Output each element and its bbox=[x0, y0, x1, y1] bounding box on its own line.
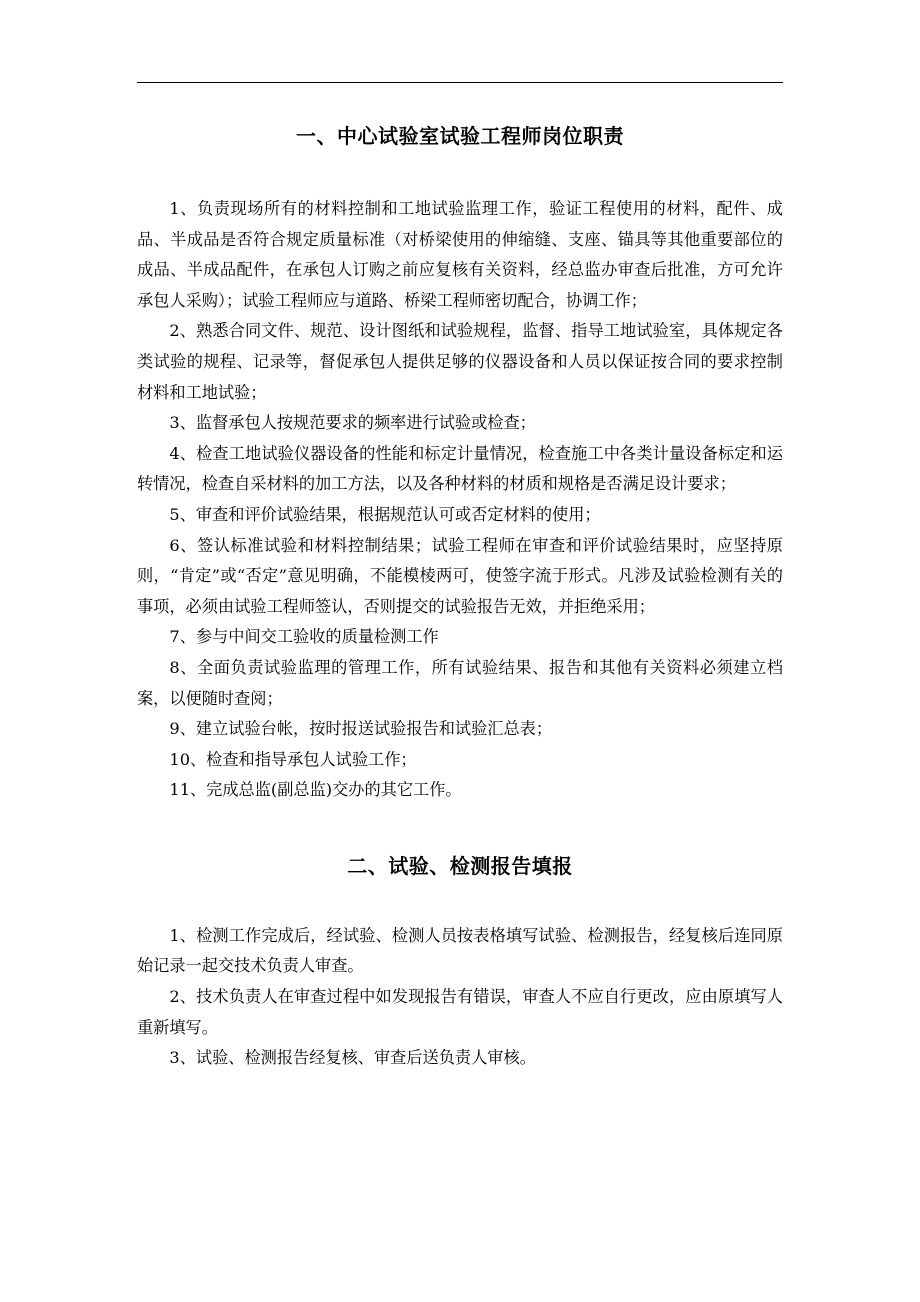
paragraph: 7、参与中间交工验收的质量检测工作 bbox=[169, 627, 439, 647]
paragraph: 11、完成总监(副总监)交办的其它工作。 bbox=[169, 780, 462, 800]
paragraph: 6、签认标准试验和材料控制结果；试验工程师在审查和评价试验结果时，应坚持原则，“肯定”或“否定”意见明确，不能模棱两可，使签字流于形式。凡涉及试验检测有关的事项，必须由试验工程师签认，否则提交的试验报告无效，并拒绝采用； bbox=[137, 535, 783, 616]
paragraph: 3、试验、检测报告经复核、审查后送负责人审核。 bbox=[169, 1048, 536, 1068]
section-2-title: 二、试验、检测报告填报 bbox=[347, 853, 573, 878]
paragraph: 1、负责现场所有的材料控制和工地试验监理工作，验证工程使用的材料，配件、成品、半成品是否符合规定质量标准（对桥梁使用的伸缩缝、支座、锚具等其他重要部位的成品、半成品配件，在承包人订购之前应复核有关资料，经总监办审查后批准，方可允许承包人采购）；试验工程师应与道路、桥梁工程师密切配合，协调工作； bbox=[137, 199, 783, 310]
paragraph: 2、技术负责人在审查过程中如发现报告有错误，审查人不应自行更改，应由原填写人重新填写。 bbox=[137, 987, 783, 1037]
paragraph: 2、熟悉合同文件、规范、设计图纸和试验规程，监督、指导工地试验室，具体规定各类试验的规程、记录等，督促承包人提供足够的仪器设备和人员以保证按合同的要求控制材料和工地试验； bbox=[137, 321, 783, 402]
paragraph: 5、审查和评价试验结果，根据规范认可或否定材料的使用； bbox=[169, 504, 601, 524]
section-2-body bbox=[137, 921, 783, 1074]
paragraph: 9、建立试验台帐，按时报送试验报告和试验汇总表； bbox=[169, 719, 553, 739]
paragraph: 4、检查工地试验仪器设备的性能和标定计量情况，检查施工中各类计量设备标定和运转情况，检查自采材料的加工方法，以及各种材料的材质和规格是否满足设计要求； bbox=[137, 443, 783, 494]
paragraph: 10、检查和指导承包人试验工作； bbox=[169, 749, 417, 769]
section-1-title: 一、中心试验室试验工程师岗位职责 bbox=[296, 124, 624, 148]
section-1-body bbox=[137, 194, 783, 806]
header-rule bbox=[137, 82, 783, 83]
paragraph: 8、全面负责试验监理的管理工作，所有试验结果、报告和其他有关资料必须建立档案，以便随时查阅； bbox=[137, 657, 783, 708]
paragraph: 1、检测工作完成后，经试验、检测人员按表格填写试验、检测报告，经复核后连同原始记录一起交技术负责人审查。 bbox=[137, 925, 783, 976]
paragraph: 3、监督承包人按规范要求的频率进行试验或检查； bbox=[169, 413, 536, 433]
document-body bbox=[137, 118, 783, 1074]
